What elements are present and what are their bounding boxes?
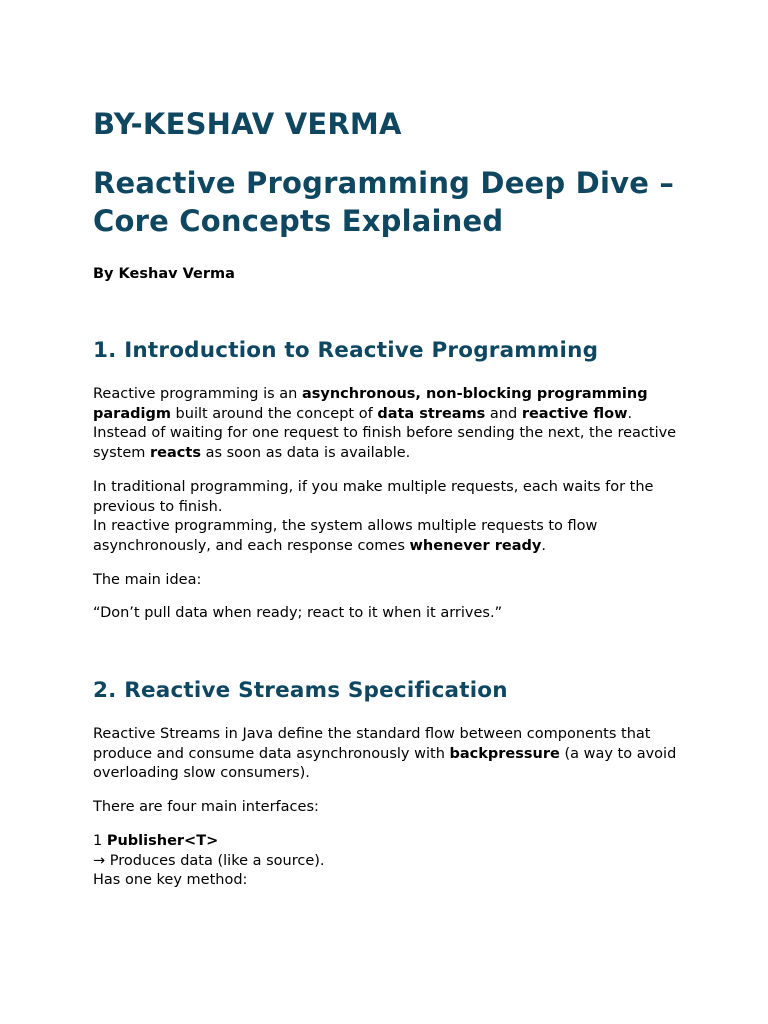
text-run: built around the concept of bbox=[170, 405, 378, 422]
section-2-paragraph-2: There are four main interfaces: bbox=[93, 799, 319, 816]
bold-run: asynchronous, non-blocking programming paradigm bbox=[93, 386, 648, 422]
text-run: . bbox=[541, 537, 546, 554]
bold-run: whenever ready bbox=[409, 537, 542, 554]
text-run: . bbox=[627, 405, 633, 422]
section-1-paragraph-1 bbox=[93, 385, 683, 464]
list-item-name: Publisher<T> bbox=[106, 832, 219, 849]
section-1-quote: “Don’t pull data when ready; react to it when it arrives.” bbox=[93, 605, 503, 622]
text-run: Reactive programming is an bbox=[93, 386, 302, 402]
list-item-number: 1 bbox=[93, 832, 107, 849]
text-run: Reactive Streams in Java define the standard flow between components that produce and consume data asynchronously with bbox=[93, 726, 651, 762]
text-run: Instead of waiting for one request to finish before sending the next, the reactive system bbox=[93, 425, 677, 462]
text-run: as soon as data is available. bbox=[200, 445, 411, 462]
text-run: and bbox=[485, 405, 522, 422]
section-1-paragraph-2 bbox=[93, 478, 683, 557]
byline: By Keshav Verma bbox=[93, 266, 235, 282]
bold-run: reacts bbox=[150, 445, 201, 462]
section-2-paragraph-1 bbox=[93, 725, 683, 784]
section-2-heading: 2. Reactive Streams Specification bbox=[93, 678, 508, 704]
bold-run: backpressure bbox=[449, 745, 560, 762]
document-title: Reactive Programming Deep Dive – Core Concepts Explained bbox=[93, 166, 675, 238]
document-content bbox=[93, 104, 683, 891]
bold-run: data streams bbox=[377, 405, 486, 422]
list-item-description: → Produces data (like a source). bbox=[93, 852, 325, 869]
section-1-paragraph-3: The main idea: bbox=[93, 571, 202, 588]
text-run: In reactive programming, the system allows multiple requests to flow asynchronously, and each response comes bbox=[93, 518, 598, 554]
bold-run: reactive flow bbox=[521, 405, 628, 422]
list-item bbox=[93, 832, 683, 891]
author-heading: BY-KESHAV VERMA bbox=[93, 107, 402, 141]
text-run: In traditional programming, if you make multiple requests, each waits for the previous to finish. bbox=[93, 478, 654, 515]
text-run: (a way to avoid overloading slow consumers). bbox=[93, 745, 677, 782]
section-1-heading: 1. Introduction to Reactive Programming bbox=[93, 338, 599, 363]
list-item-method-note: Has one key method: bbox=[93, 872, 248, 889]
